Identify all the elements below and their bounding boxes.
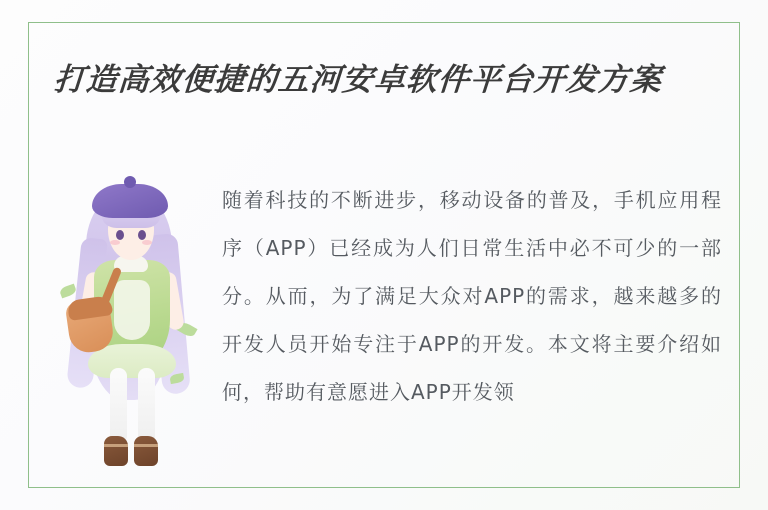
boot-left-shape xyxy=(104,436,128,466)
leaf-accent-icon xyxy=(59,284,77,299)
blush-left-shape xyxy=(110,240,120,245)
beret-shape xyxy=(92,184,168,218)
blush-right-shape xyxy=(142,240,152,245)
boot-lace-shape xyxy=(134,444,158,447)
anime-girl-illustration xyxy=(52,168,212,488)
apron-shape xyxy=(114,280,150,340)
page-title: 打造高效便捷的五河安卓软件平台开发方案 xyxy=(52,62,664,98)
leg-left-shape xyxy=(110,368,127,444)
eye-left-shape xyxy=(116,230,124,240)
beret-nub-shape xyxy=(124,176,136,188)
leg-right-shape xyxy=(138,368,155,444)
boot-lace-shape xyxy=(104,444,128,447)
article-body: 随着科技的不断进步，移动设备的普及，手机应用程序（APP）已经成为人们日常生活中必不可少的一部分。从而，为了满足大众对APP的需求，越来越多的开发人员开始专注于APP的开发。本文将主要介绍如何，帮助有意愿进入APP开发领 xyxy=(222,188,722,404)
boot-right-shape xyxy=(134,436,158,466)
eye-right-shape xyxy=(138,230,146,240)
